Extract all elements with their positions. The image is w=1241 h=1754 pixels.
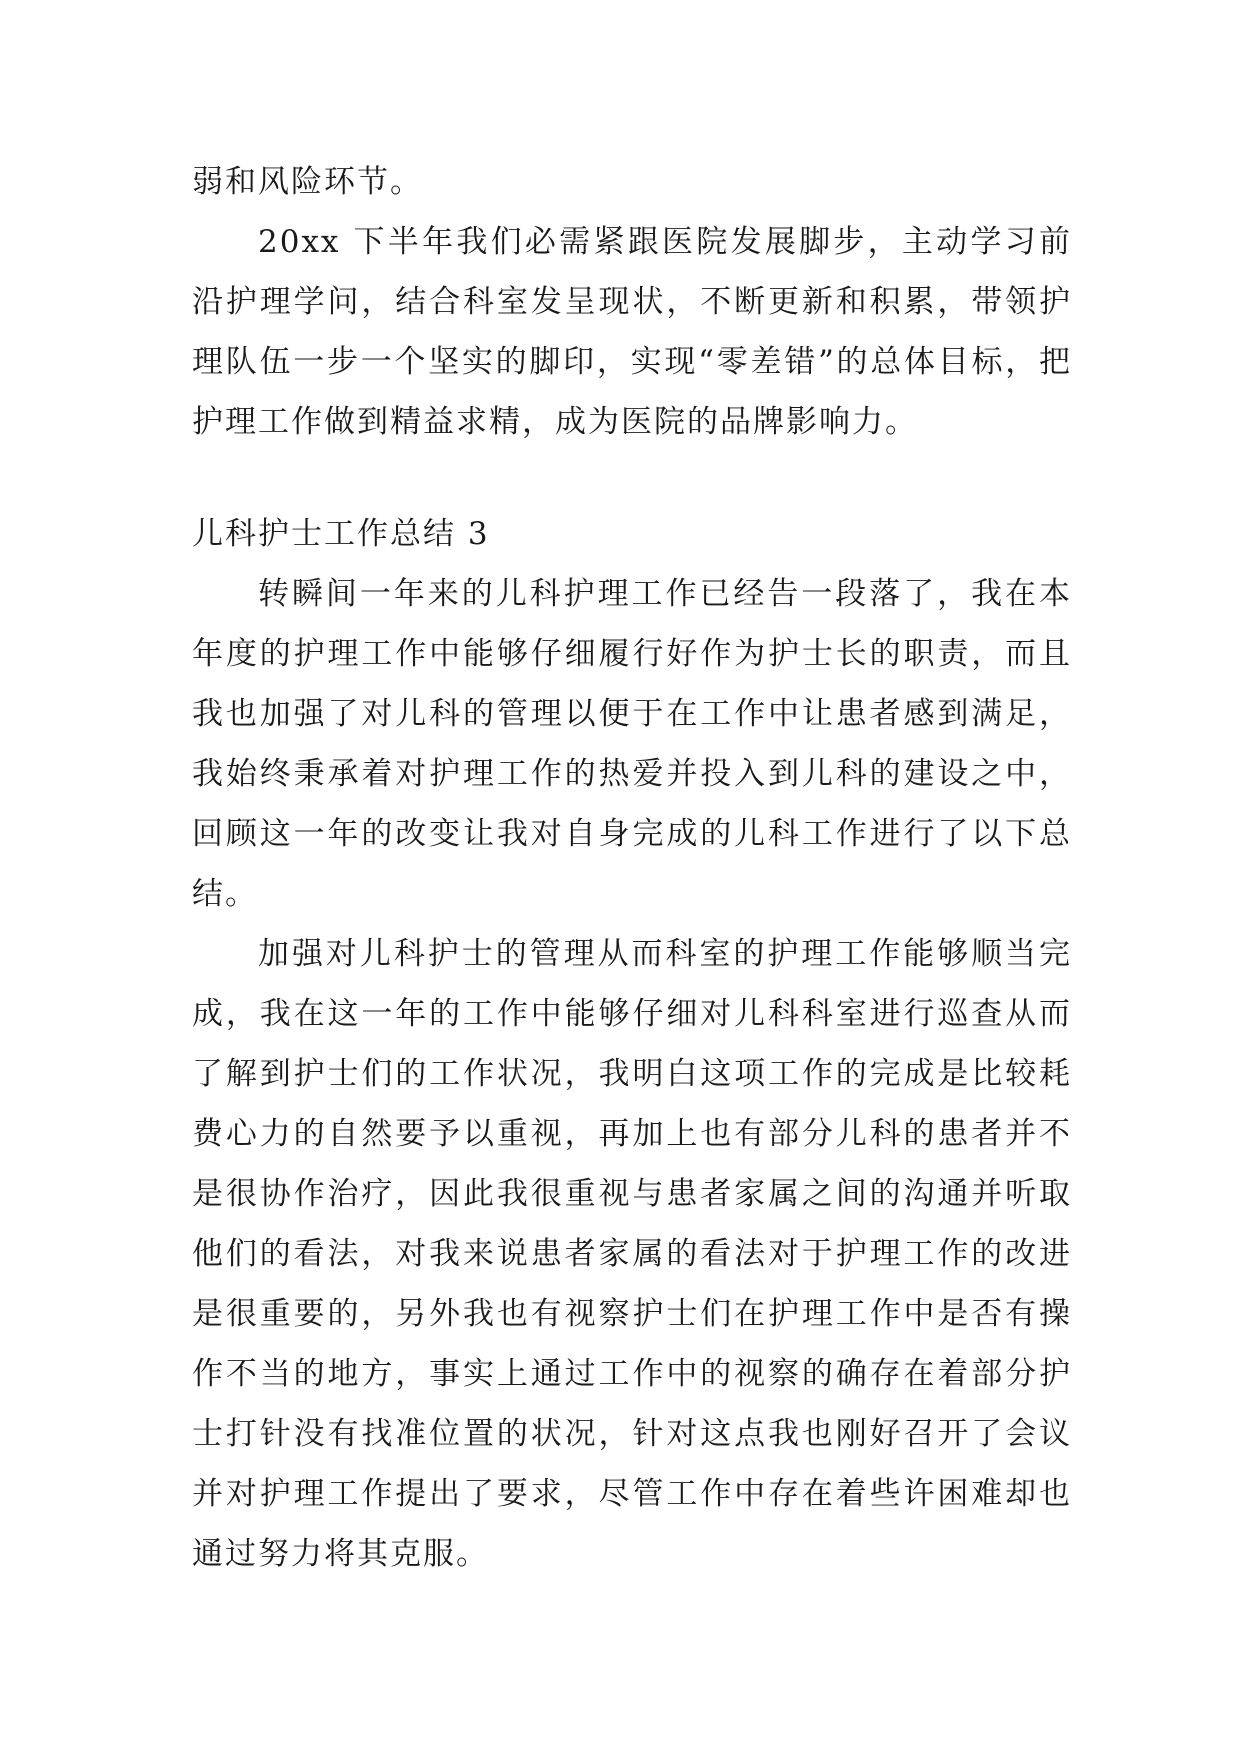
section-title: 儿科护士工作总结 3 xyxy=(192,516,490,552)
paragraph-continuation: 弱和风险环节。 xyxy=(192,164,423,200)
paragraph-second-half-plan: 20xx 下半年我们必需紧跟医院发展脚步，主动学习前沿护理学问，结合科室发呈现状，不断更新和积累，带领护理队伍一步一个坚实的脚印，实现“零差错”的总体目标，把护理工作做到精益求精，成为医院的品牌影响力。 xyxy=(192,224,1072,440)
paragraph-nurse-management: 加强对儿科护士的管理从而科室的护理工作能够顺当完成，我在这一年的工作中能够仔细对儿科科室进行巡查从而了解到护士们的工作状况，我明白这项工作的完成是比较耗费心力的自然要予以重视，再加上也有部分儿科的患者并不是很协作治疗，因此我很重视与患者家属之间的沟通并听取他们的看法，对我来说患者家属的看法对于护理工作的改进是很重要的，另外我也有视察护士们在护理工作中是否有操作不当的地方，事实上通过工作中的视察的确存在着部分护士打针没有找准位置的状况，针对这点我也刚好召开了会议并对护理工作提出了要求，尽管工作中存在着些许困难却也通过努力将其克服。 xyxy=(192,936,1072,1572)
paragraph-year-review: 转瞬间一年来的儿科护理工作已经告一段落了，我在本年度的护理工作中能够仔细履行好作为护士长的职责，而且我也加强了对儿科的管理以便于在工作中让患者感到满足，我始终秉承着对护理工作的热爱并投入到儿科的建设之中，回顾这一年的改变让我对自身完成的儿科工作进行了以下总结。 xyxy=(192,576,1072,912)
document-body xyxy=(192,152,1072,1584)
